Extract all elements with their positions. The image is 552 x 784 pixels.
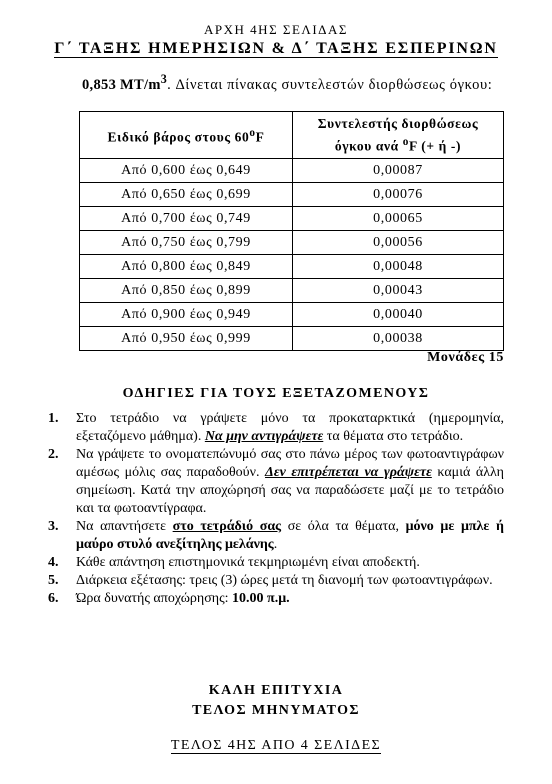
specific-gravity-header-text: Ειδικό βάρος στους 60 (107, 129, 250, 145)
range-cell: Από 0,700 έως 0,749 (80, 207, 293, 231)
coefficient-cell: 0,00040 (293, 303, 504, 327)
item-text: καμιά άλλη σημείωση. Κατά την αποχώρησή σας να παραδώσετε μαζί με το τετράδιο και τα φωτοαντίγραφα. (76, 465, 504, 516)
item-number: 4. (48, 555, 59, 570)
instructions-list (48, 410, 504, 608)
points-label: Μονάδες 15 (427, 350, 504, 365)
end-of-messages-text: ΤΕΛΟΣ ΜΗΝΥΜΑΤΟΣ (192, 703, 360, 718)
coefficient-cell: 0,00038 (293, 327, 504, 351)
range-cell: Από 0,650 έως 0,699 (80, 183, 293, 207)
table-row (80, 255, 504, 279)
list-item (48, 554, 504, 572)
emphasis-text: Δεν επιτρέπεται να γράψετε (265, 465, 432, 480)
item-text: Διάρκεια εξέτασης: τρεις (3) ώρες μετά τη διανομή των φωτοαντιγράφων. (76, 573, 493, 588)
coefficient-cell: 0,00076 (293, 183, 504, 207)
specific-gravity-header (80, 112, 293, 159)
page-start-marker: ΑΡΧΗ 4ΗΣ ΣΕΛΙΔΑΣ (204, 22, 348, 37)
table-row (80, 231, 504, 255)
item-text: Κάθε απάντηση επιστημονικά τεκμηριωμένη είναι αποδεκτή. (76, 555, 420, 570)
table-header-row (80, 112, 504, 159)
table-row (80, 279, 504, 303)
degree-mark: ο (402, 136, 409, 149)
list-item (48, 572, 504, 590)
density-exponent: 3 (160, 72, 168, 86)
range-cell: Από 0,900 έως 0,949 (80, 303, 293, 327)
coefficient-header (293, 112, 504, 159)
item-text: . (273, 537, 278, 552)
item-text: Ώρα δυνατής αποχώρησης: (76, 591, 233, 606)
range-cell: Από 0,850 έως 0,899 (80, 279, 293, 303)
item-number: 1. (48, 411, 59, 426)
coefficient-header-unit: F (+ ή -) (408, 138, 462, 154)
fahrenheit-unit: F (255, 129, 265, 145)
table-row (80, 303, 504, 327)
table-row (80, 207, 504, 231)
coefficient-cell: 0,00065 (293, 207, 504, 231)
list-item (48, 518, 504, 554)
emphasis-text: Να μην αντιγράψετε (204, 429, 324, 444)
table-row (80, 159, 504, 183)
intro-text: . Δίνεται πίνακας συντελεστών διορθώσεως όγκου: (167, 76, 493, 93)
coefficient-cell: 0,00043 (293, 279, 504, 303)
correction-coefficient-table (79, 111, 504, 351)
good-luck-text: ΚΑΛΗ ΕΠΙΤΥΧΙΑ (208, 683, 344, 698)
item-number: 2. (48, 447, 59, 462)
coefficient-cell: 0,00048 (293, 255, 504, 279)
degree-mark: ο (249, 126, 256, 139)
range-cell: Από 0,950 έως 0,999 (80, 327, 293, 351)
range-cell: Από 0,750 έως 0,799 (80, 231, 293, 255)
page-end-marker-text: ΤΕΛΟΣ 4ΗΣ ΑΠΟ 4 ΣΕΛΙΔΕΣ (170, 738, 382, 753)
exam-class-heading-text: Γ΄ ΤΑΞΗΣ ΗΜΕΡΗΣΙΩΝ & Δ΄ ΤΑΞΗΣ ΕΣΠΕΡΙΝΩΝ (54, 40, 498, 57)
coefficient-header-line1: Συντελεστής διορθώσεως (317, 116, 479, 132)
item-text: Να απαντήσετε (76, 519, 173, 534)
emphasis-text: 10.00 π.μ. (232, 591, 290, 606)
range-cell: Από 0,600 έως 0,649 (80, 159, 293, 183)
item-number: 5. (48, 573, 59, 588)
exam-class-heading (0, 40, 552, 58)
coefficient-cell: 0,00087 (293, 159, 504, 183)
coefficient-header-line2: όγκου ανά (334, 138, 403, 154)
emphasis-text: στο τετράδιό σας (172, 519, 282, 534)
list-item (48, 410, 504, 446)
density-value: 0,853 MT/m (82, 76, 161, 93)
table-row (80, 327, 504, 351)
list-item (48, 446, 504, 518)
table-row (80, 183, 504, 207)
instructions-title: ΟΔΗΓΙΕΣ ΓΙΑ ΤΟΥΣ ΕΞΕΤΑΖΟΜΕΝΟΥΣ (122, 386, 430, 401)
intro-paragraph (82, 70, 512, 95)
item-text: σε όλα τα θέματα, (281, 519, 406, 534)
item-number: 6. (48, 591, 59, 606)
item-text: Στο τετράδιο να γράψετε μόνο τα προκαταρκτικά (ημερομηνία, εξεταζόμενο μάθημα). (76, 411, 504, 444)
emphasis-text: μόνο με μπλε ή μαύρο στυλό ανεξίτηλης μελάνης (76, 519, 504, 552)
coefficient-cell: 0,00056 (293, 231, 504, 255)
page-end-marker (0, 738, 552, 754)
item-text: τα θέματα στο τετράδιο. (323, 429, 464, 444)
range-cell: Από 0,800 έως 0,849 (80, 255, 293, 279)
item-text: Να γράψετε το ονοματεπώνυμό σας στο πάνω μέρος των φωτοαντιγράφων αμέσως μόλις σας παραδοθούν. (76, 447, 504, 480)
list-item (48, 590, 504, 608)
item-number: 3. (48, 519, 59, 534)
